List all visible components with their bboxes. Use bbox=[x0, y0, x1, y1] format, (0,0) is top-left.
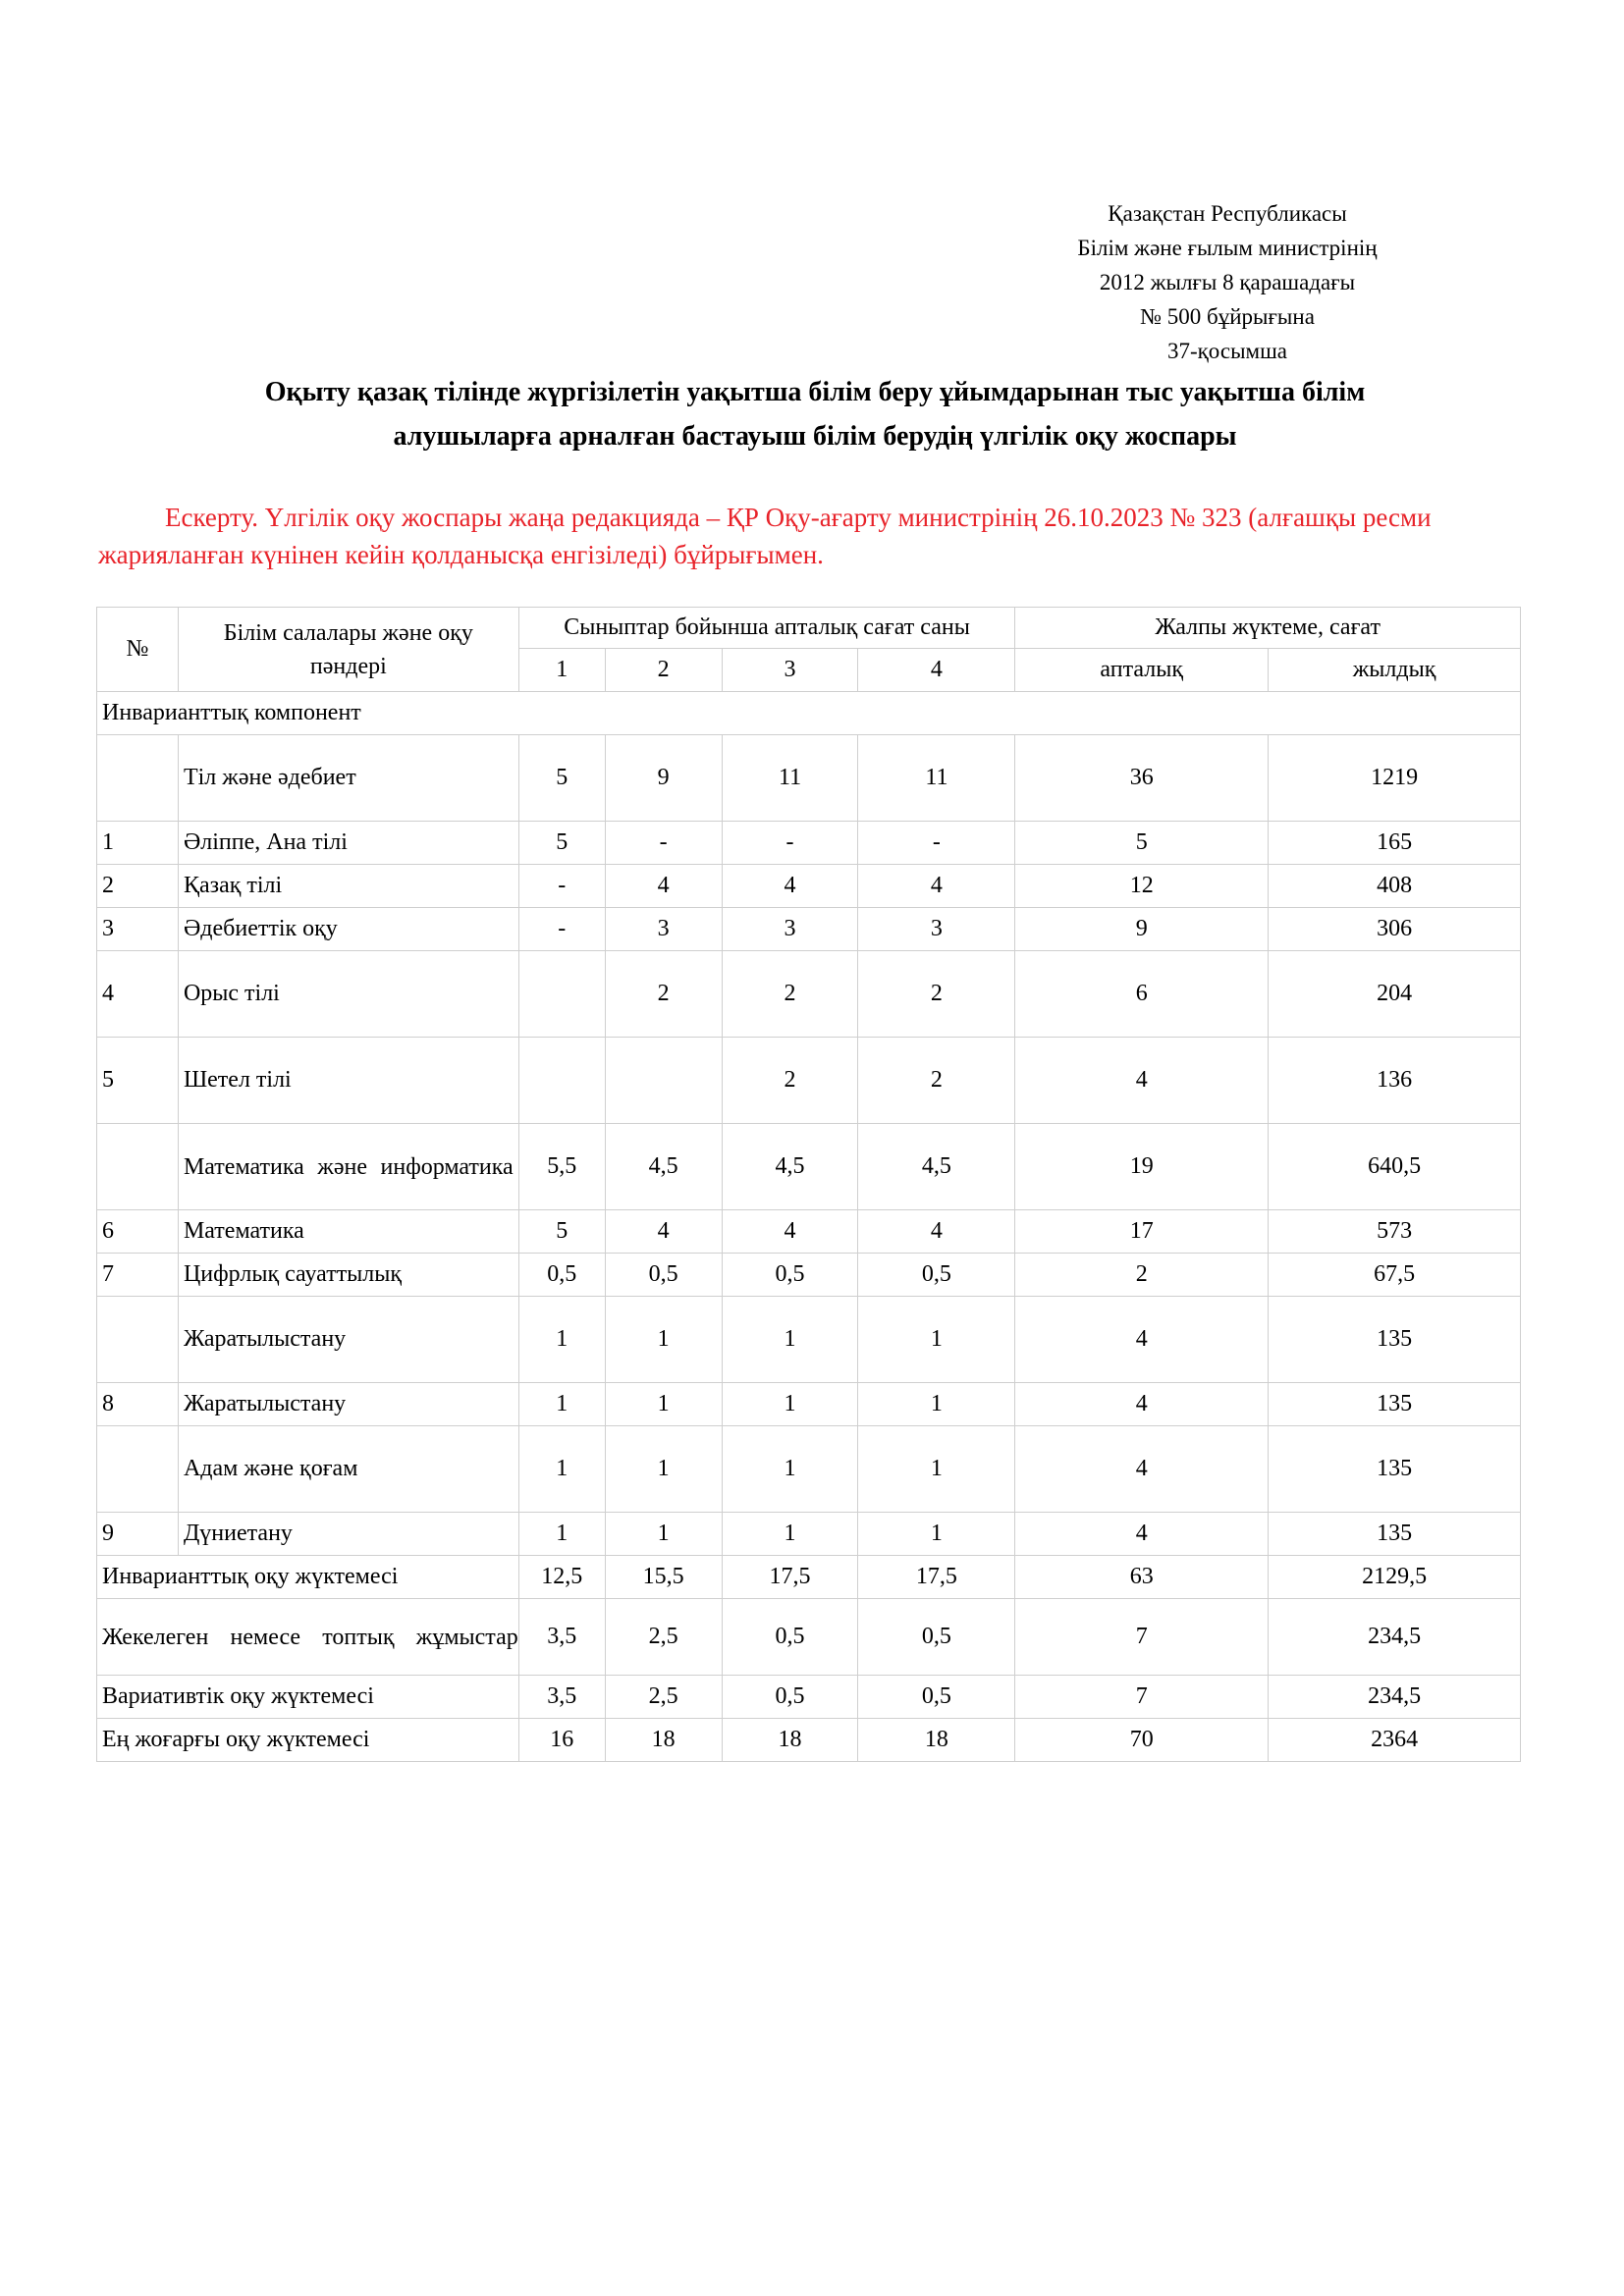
cell-grade-1: 3,5 bbox=[518, 1599, 605, 1676]
cell-subject: Математика және информатика bbox=[178, 1124, 518, 1210]
cell-grade-4: 0,5 bbox=[858, 1676, 1015, 1719]
stamp-line: Қазақстан Республикасы bbox=[1108, 201, 1347, 226]
cell-grade-1: 0,5 bbox=[518, 1254, 605, 1297]
total-label: Инварианттық оқу жүктемесі bbox=[97, 1556, 519, 1599]
cell-grade-4: 0,5 bbox=[858, 1599, 1015, 1676]
cell-weekly: 70 bbox=[1015, 1719, 1269, 1762]
cell-grade-3: 11 bbox=[722, 735, 858, 822]
amendment-note: Ескерту. Үлгілік оқу жоспары жаңа редакцияда – ҚР Оқу-ағарту министрінің 26.10.2023 № 323 (алғашқы ресми жарияланған күнінен кейін қолданысқа енгізіледі) бұйрығымен. bbox=[98, 503, 1432, 569]
header-yearly: жылдық bbox=[1269, 649, 1521, 692]
cell-grade-3: 18 bbox=[722, 1719, 858, 1762]
cell-weekly: 4 bbox=[1015, 1383, 1269, 1426]
header-grade-2: 2 bbox=[605, 649, 722, 692]
cell-yearly: 408 bbox=[1269, 865, 1521, 908]
cell-grade-4: 18 bbox=[858, 1719, 1015, 1762]
cell-grade-2 bbox=[605, 1038, 722, 1124]
cell-weekly: 9 bbox=[1015, 908, 1269, 951]
cell-num: 2 bbox=[97, 865, 179, 908]
cell-yearly: 204 bbox=[1269, 951, 1521, 1038]
cell-weekly: 12 bbox=[1015, 865, 1269, 908]
cell-grade-2: 1 bbox=[605, 1426, 722, 1513]
cell-grade-3: 1 bbox=[722, 1297, 858, 1383]
cell-grade-2: 4,5 bbox=[605, 1124, 722, 1210]
cell-grade-4: 11 bbox=[858, 735, 1015, 822]
cell-grade-2: 0,5 bbox=[605, 1254, 722, 1297]
table-row bbox=[97, 1513, 1521, 1556]
cell-subject: Жаратылыстану bbox=[178, 1297, 518, 1383]
header-weekly: апталық bbox=[1015, 649, 1269, 692]
cell-grade-4: 0,5 bbox=[858, 1254, 1015, 1297]
total-row bbox=[97, 1599, 1521, 1676]
header-total-load: Жалпы жүктеме, сағат bbox=[1015, 608, 1521, 649]
section-invariant: Инварианттық компонент bbox=[97, 692, 1521, 735]
table-row bbox=[97, 1210, 1521, 1254]
curriculum-table bbox=[96, 607, 1521, 1762]
cell-subject: Әліппе, Ана тілі bbox=[178, 822, 518, 865]
cell-grade-3: 0,5 bbox=[722, 1599, 858, 1676]
cell-yearly: 640,5 bbox=[1269, 1124, 1521, 1210]
header-num: № bbox=[97, 608, 179, 692]
cell-num: 3 bbox=[97, 908, 179, 951]
cell-grade-1: 12,5 bbox=[518, 1556, 605, 1599]
cell-grade-4: 1 bbox=[858, 1426, 1015, 1513]
cell-yearly: 234,5 bbox=[1269, 1676, 1521, 1719]
cell-weekly: 4 bbox=[1015, 1297, 1269, 1383]
cell-subject: Шетел тілі bbox=[178, 1038, 518, 1124]
table-row bbox=[97, 865, 1521, 908]
cell-grade-1: 1 bbox=[518, 1297, 605, 1383]
cell-grade-2: 2,5 bbox=[605, 1676, 722, 1719]
table-row bbox=[97, 735, 1521, 822]
cell-grade-3: 2 bbox=[722, 1038, 858, 1124]
cell-grade-2: 1 bbox=[605, 1383, 722, 1426]
cell-grade-3: 1 bbox=[722, 1383, 858, 1426]
cell-grade-1: - bbox=[518, 865, 605, 908]
table-row bbox=[97, 1297, 1521, 1383]
table-row bbox=[97, 1383, 1521, 1426]
cell-grade-1: 1 bbox=[518, 1426, 605, 1513]
cell-grade-2: 4 bbox=[605, 865, 722, 908]
cell-weekly: 5 bbox=[1015, 822, 1269, 865]
stamp-line: Білім және ғылым министрінің bbox=[1077, 236, 1378, 260]
cell-weekly: 7 bbox=[1015, 1676, 1269, 1719]
cell-yearly: 2364 bbox=[1269, 1719, 1521, 1762]
cell-grade-2: 2 bbox=[605, 951, 722, 1038]
cell-num: 4 bbox=[97, 951, 179, 1038]
cell-weekly: 36 bbox=[1015, 735, 1269, 822]
cell-grade-4: 4 bbox=[858, 865, 1015, 908]
cell-grade-3: 1 bbox=[722, 1513, 858, 1556]
cell-grade-4: 2 bbox=[858, 951, 1015, 1038]
cell-grade-4: 4,5 bbox=[858, 1124, 1015, 1210]
cell-num bbox=[97, 1124, 179, 1210]
cell-grade-4: 1 bbox=[858, 1383, 1015, 1426]
cell-grade-3: - bbox=[722, 822, 858, 865]
stamp-line: № 500 бұйрығына bbox=[1140, 304, 1315, 329]
cell-grade-2: 4 bbox=[605, 1210, 722, 1254]
cell-weekly: 63 bbox=[1015, 1556, 1269, 1599]
cell-weekly: 4 bbox=[1015, 1426, 1269, 1513]
header-subject: Білім салалары және оқу пәндері bbox=[178, 608, 518, 692]
cell-grade-4: 17,5 bbox=[858, 1556, 1015, 1599]
cell-subject: Орыс тілі bbox=[178, 951, 518, 1038]
cell-yearly: 234,5 bbox=[1269, 1599, 1521, 1676]
header-weekly-by-grade: Сыныптар бойынша апталық сағат саны bbox=[518, 608, 1015, 649]
cell-grade-2: - bbox=[605, 822, 722, 865]
cell-grade-3: 1 bbox=[722, 1426, 858, 1513]
cell-weekly: 17 bbox=[1015, 1210, 1269, 1254]
header-grade-4: 4 bbox=[858, 649, 1015, 692]
cell-grade-3: 3 bbox=[722, 908, 858, 951]
cell-grade-4: 4 bbox=[858, 1210, 1015, 1254]
cell-grade-1: 5 bbox=[518, 822, 605, 865]
cell-grade-2: 9 bbox=[605, 735, 722, 822]
cell-grade-1: 1 bbox=[518, 1513, 605, 1556]
cell-grade-3: 0,5 bbox=[722, 1676, 858, 1719]
cell-grade-4: 3 bbox=[858, 908, 1015, 951]
cell-num bbox=[97, 1297, 179, 1383]
cell-yearly: 1219 bbox=[1269, 735, 1521, 822]
title-line: алушыларға арналған бастауыш білім берудің үлгілік оқу жоспары bbox=[393, 421, 1237, 452]
document-title bbox=[98, 370, 1532, 458]
cell-grade-3: 17,5 bbox=[722, 1556, 858, 1599]
cell-num: 9 bbox=[97, 1513, 179, 1556]
cell-grade-2: 1 bbox=[605, 1297, 722, 1383]
title-line: Оқыту қазақ тілінде жүргізілетін уақытша білім беру ұйымдарынан тыс уақытша білім bbox=[264, 377, 1366, 407]
cell-yearly: 135 bbox=[1269, 1513, 1521, 1556]
cell-grade-3: 4 bbox=[722, 1210, 858, 1254]
cell-weekly: 19 bbox=[1015, 1124, 1269, 1210]
total-row bbox=[97, 1676, 1521, 1719]
cell-num bbox=[97, 735, 179, 822]
total-row bbox=[97, 1719, 1521, 1762]
cell-grade-1: 3,5 bbox=[518, 1676, 605, 1719]
total-label: Вариативтік оқу жүктемесі bbox=[97, 1676, 519, 1719]
cell-grade-4: 2 bbox=[858, 1038, 1015, 1124]
table-row bbox=[97, 1254, 1521, 1297]
cell-subject: Қазақ тілі bbox=[178, 865, 518, 908]
cell-grade-1: 1 bbox=[518, 1383, 605, 1426]
cell-yearly: 2129,5 bbox=[1269, 1556, 1521, 1599]
cell-yearly: 135 bbox=[1269, 1297, 1521, 1383]
approval-stamp bbox=[1021, 196, 1434, 368]
cell-grade-1: - bbox=[518, 908, 605, 951]
cell-grade-1: 16 bbox=[518, 1719, 605, 1762]
cell-num: 1 bbox=[97, 822, 179, 865]
cell-grade-1: 5,5 bbox=[518, 1124, 605, 1210]
table-row bbox=[97, 951, 1521, 1038]
cell-grade-4: 1 bbox=[858, 1297, 1015, 1383]
cell-grade-2: 2,5 bbox=[605, 1599, 722, 1676]
cell-subject: Цифрлық сауаттылық bbox=[178, 1254, 518, 1297]
cell-grade-4: 1 bbox=[858, 1513, 1015, 1556]
cell-grade-1: 5 bbox=[518, 735, 605, 822]
cell-subject: Жаратылыстану bbox=[178, 1383, 518, 1426]
cell-subject: Математика bbox=[178, 1210, 518, 1254]
cell-subject: Тіл және әдебиет bbox=[178, 735, 518, 822]
cell-grade-1 bbox=[518, 1038, 605, 1124]
cell-weekly: 2 bbox=[1015, 1254, 1269, 1297]
cell-grade-3: 2 bbox=[722, 951, 858, 1038]
cell-num: 7 bbox=[97, 1254, 179, 1297]
cell-weekly: 7 bbox=[1015, 1599, 1269, 1676]
cell-grade-1: 5 bbox=[518, 1210, 605, 1254]
stamp-line: 37-қосымша bbox=[1166, 339, 1288, 363]
cell-grade-2: 15,5 bbox=[605, 1556, 722, 1599]
cell-subject: Дүниетану bbox=[178, 1513, 518, 1556]
cell-yearly: 135 bbox=[1269, 1383, 1521, 1426]
cell-grade-3: 4,5 bbox=[722, 1124, 858, 1210]
cell-weekly: 6 bbox=[1015, 951, 1269, 1038]
cell-weekly: 4 bbox=[1015, 1513, 1269, 1556]
cell-subject: Әдебиеттік оқу bbox=[178, 908, 518, 951]
table-row bbox=[97, 822, 1521, 865]
cell-yearly: 165 bbox=[1269, 822, 1521, 865]
cell-grade-4: - bbox=[858, 822, 1015, 865]
cell-grade-1 bbox=[518, 951, 605, 1038]
header-grade-1: 1 bbox=[518, 649, 605, 692]
cell-yearly: 306 bbox=[1269, 908, 1521, 951]
cell-num bbox=[97, 1426, 179, 1513]
cell-subject: Адам және қоғам bbox=[178, 1426, 518, 1513]
cell-yearly: 135 bbox=[1269, 1426, 1521, 1513]
table-row bbox=[97, 1426, 1521, 1513]
table-row bbox=[97, 1038, 1521, 1124]
stamp-line: 2012 жылғы 8 қарашадағы bbox=[1099, 270, 1356, 294]
cell-grade-3: 0,5 bbox=[722, 1254, 858, 1297]
cell-yearly: 67,5 bbox=[1269, 1254, 1521, 1297]
cell-num: 6 bbox=[97, 1210, 179, 1254]
total-row bbox=[97, 1556, 1521, 1599]
cell-num: 8 bbox=[97, 1383, 179, 1426]
total-label: Жекелеген немесе топтық жұмыстар bbox=[97, 1599, 519, 1676]
table-row bbox=[97, 1124, 1521, 1210]
cell-num: 5 bbox=[97, 1038, 179, 1124]
cell-grade-2: 1 bbox=[605, 1513, 722, 1556]
total-label: Ең жоғарғы оқу жүктемесі bbox=[97, 1719, 519, 1762]
cell-grade-2: 3 bbox=[605, 908, 722, 951]
cell-grade-2: 18 bbox=[605, 1719, 722, 1762]
cell-yearly: 136 bbox=[1269, 1038, 1521, 1124]
cell-yearly: 573 bbox=[1269, 1210, 1521, 1254]
cell-grade-3: 4 bbox=[722, 865, 858, 908]
table-row bbox=[97, 908, 1521, 951]
cell-weekly: 4 bbox=[1015, 1038, 1269, 1124]
header-grade-3: 3 bbox=[722, 649, 858, 692]
